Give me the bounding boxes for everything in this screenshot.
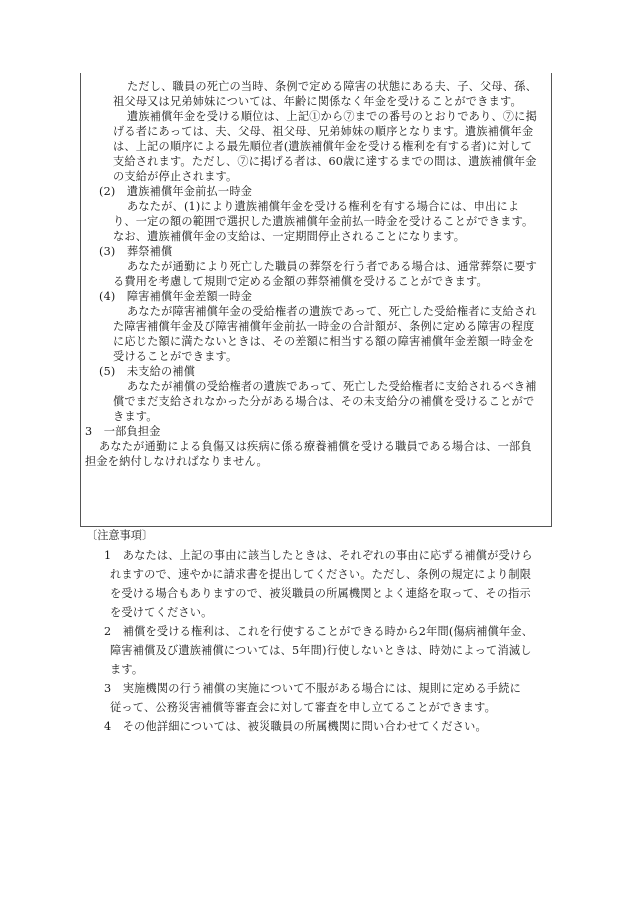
box-text-line: 担金を納付しなければなりません。	[85, 455, 268, 468]
note-text-line: 3 実施機関の行う補償の実施について不服がある場合には、規則に定める手続に	[104, 682, 522, 695]
box-text-line: り、一定の額の範囲で選択した遺族補償年金前払一時金を受けることができます。	[113, 215, 534, 228]
note-text-line: れますので、速やかに請求書を提出してください。ただし、条例の規定により制限	[110, 568, 532, 581]
box-text-line: 3 一部負担金	[85, 425, 161, 438]
box-text-line: に応じた額に満たないときは、その差額に相当する額の障害補償年金差額一時金を	[113, 335, 535, 348]
note-text-line: 障害補償及び遺族補償については、5年間)行使しないときは、時効によって消滅し	[110, 644, 532, 657]
box-text-line: 支給されます。ただし、⑦に掲げる者は、60歳に達するまでの間は、遺族補償年金	[113, 155, 537, 168]
box-text-line: 祖父母又は兄弟姉妹については、年齢に関係なく年金を受けることができます。	[113, 95, 522, 108]
notes-title: 〔注意事項〕	[86, 529, 154, 542]
note-text-line: を受ける場合もありますので、被災職員の所属機関とよく連絡を取って、その指示	[110, 587, 531, 600]
box-text-line: あなたが障害補償年金の受給権者の遺族であって、死亡した受給権者に支給され	[127, 305, 537, 318]
box-text-line: 遺族補償年金を受ける順位は、上記①から⑦までの番号のとおりであり、⑦に掲	[127, 110, 537, 123]
note-text-line: ます。	[110, 663, 144, 676]
box-text-line: る費用を考慮して規則で定める金額の葬祭補償を受けることができます。	[113, 275, 488, 288]
box-text-line: (2) 遺族補償年金前払一時金	[99, 185, 253, 198]
box-text-line: あなたが通勤により死亡した職員の葬祭を行う者である場合は、通常葬祭に要す	[127, 260, 537, 273]
box-text-line: た障害補償年金及び障害補償年金前払一時金の合計額が、条例に定める障害の程度	[113, 320, 535, 333]
box-text-line: (4) 障害補償年金差額一時金	[99, 290, 253, 303]
box-text-line: あなたが、(1)により遺族補償年金を受ける権利を有する場合には、申出によ	[127, 200, 520, 213]
box-text-line: なお、遺族補償年金の支給は、一定期間停止されることになります。	[113, 230, 466, 243]
box-text-line: あなたが通勤による負傷又は疾病に係る療養補償を受ける職員である場合は、一部負	[99, 440, 532, 453]
box-text-line: 償でまだ支給されなかった分がある場合は、その未支給分の補償を受けることがで	[113, 395, 535, 408]
note-text-line: 従って、公務災害補償等審査会に対して審査を申し立てることができます。	[110, 701, 497, 714]
note-text-line: 4 その他詳細については、被災職員の所属機関に問い合わせてください。	[104, 720, 487, 733]
note-text-line: 2 補償を受ける権利は、これを行使することができる時から2年間(傷病補償年金、	[104, 625, 534, 638]
box-text-line: は、上記の順序による最先順位者(遺族補償年金を受ける権利を有する者)に対して	[113, 140, 533, 153]
box-text-line: げる者にあっては、夫、父母、祖父母、兄弟姉妹の順序となります。遺族補償年金	[113, 125, 534, 138]
box-text-line: (3) 葬祭補償	[99, 245, 173, 258]
box-text-line: (5) 未支給の補償	[99, 365, 196, 378]
box-text-line: きます。	[113, 410, 158, 423]
note-text-line: 1 あなたは、上記の事由に該当したときは、それぞれの事由に応ずる補償が受けら	[104, 549, 533, 562]
box-text-line: 受けることができます。	[113, 350, 238, 363]
box-text-line: あなたが補償の受給権者の遺族であって、死亡した受給権者に支給されるべき補	[127, 380, 537, 393]
note-text-line: を受けてください。	[110, 606, 213, 619]
box-text-line: の支給が停止されます。	[113, 170, 238, 183]
box-text-line: ただし、職員の死亡の当時、条例で定める障害の状態にある夫、子、父母、孫、	[127, 80, 537, 93]
compensation-details-box	[80, 73, 552, 527]
